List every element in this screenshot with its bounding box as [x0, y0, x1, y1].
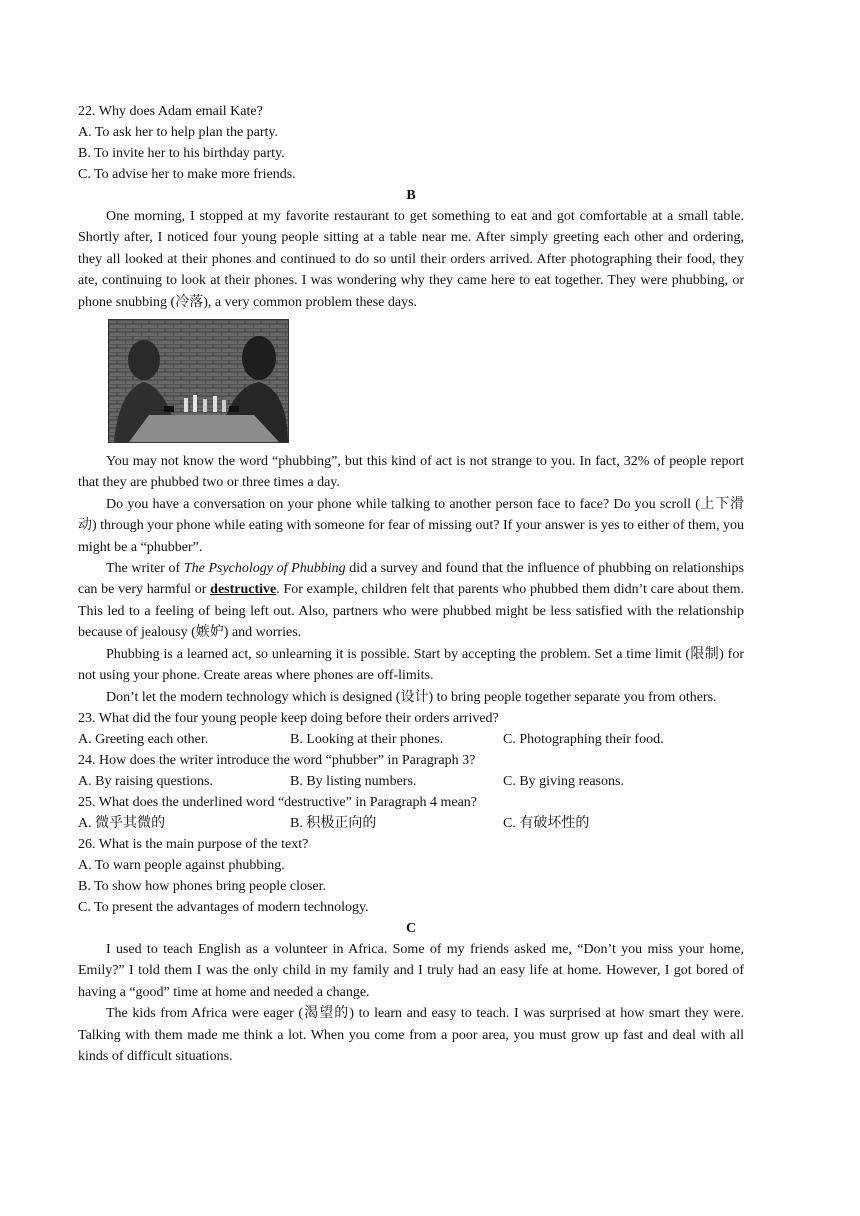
paragraph-4-text-a: The writer of — [106, 561, 184, 577]
section-b-paragraph-6: Don’t let the modern technology which is designed (设计) to bring people together separate you from others. — [106, 689, 717, 705]
section-b-heading: B — [406, 188, 416, 203]
paragraph-4-text-b: did a survey and found that the influence of phubbing on relationships can be very harmful or — [78, 561, 744, 598]
q23-option-b: B. Looking at their phones. — [290, 731, 444, 747]
phubbing-photo-illustration — [109, 320, 288, 442]
q22-option-b: B. To invite her to his birthday party. — [78, 146, 285, 161]
phubbing-photo — [108, 319, 289, 443]
q22-option-a: A. To ask her to help plan the party. — [78, 125, 279, 140]
section-b-paragraph-4 — [78, 558, 744, 644]
q26-option-b: B. To show how phones bring people closer. — [78, 878, 327, 894]
q25-question: 25. What does the underlined word “destructive” in Paragraph 4 mean? — [78, 794, 477, 810]
q26-question: 26. What is the main purpose of the text? — [78, 836, 309, 852]
q22-question: 22. Why does Adam email Kate? — [78, 104, 263, 119]
q24-options — [78, 771, 744, 792]
exam-page — [78, 101, 744, 1067]
section-b-paragraph-3: Do you have a conversation on your phone while talking to another person face to face? Do you scroll (上下滑动) through your phone while eating with someone for fear of missing out? If your answer is yes to either of them, you might be a “phubber”. — [78, 496, 745, 555]
section-b-paragraph-1: One morning, I stopped at my favorite restaurant to get something to eat and got comfortable at a small table. Shortly after, I noticed four young people sitting at a table near me. After simply greeting each other and ordering, they all looked at their phones and continued to do so until their orders arrived. After photographing their food, they ate, continuing to look at their phones. I was wondering why they came here to eat together. They were phubbing, or phone snubbing (冷落), a very common problem these days. — [78, 209, 744, 310]
q22-option-c: C. To advise her to make more friends. — [78, 167, 296, 182]
q24-option-a: A. By raising questions. — [78, 773, 213, 789]
q23-option-c: C. Photographing their food. — [503, 731, 664, 747]
section-b-paragraph-2: You may not know the word “phubbing”, but this kind of act is not strange to you. In fact, 32% of people report that they are phubbed two or three times a day. — [78, 454, 744, 491]
paragraph-4-text-c: . For example, children felt that parents who phubbed them didn’t care about them. This led to a feeling of being left out. Also, partners who were phubbed might be less satisfied with the relationship because of jealousy (嫉妒) and worries. — [78, 582, 744, 641]
q26-option-c: C. To present the advantages of modern technology. — [78, 899, 369, 915]
section-c-paragraph-1: I used to teach English as a volunteer in Africa. Some of my friends asked me, “Don’t you miss your home, Emily?” I told them I was the only child in my family and I truly had an easy life at home. However, I got bored of having a “good” time at home and needed a change. — [78, 941, 744, 1000]
section-b-paragraph-5: Phubbing is a learned act, so unlearning it is possible. Start by accepting the problem. Set a time limit (限制) for not using your phone. Create areas where phones are off-limits. — [78, 646, 744, 684]
q24-option-b: B. By listing numbers. — [290, 773, 417, 789]
underlined-word-destructive: destructive — [210, 582, 277, 598]
q25-option-a: A. 微乎其微的 — [78, 815, 166, 831]
q25-option-c: C. 有破坏性的 — [503, 815, 590, 831]
q26-option-a: A. To warn people against phubbing. — [78, 857, 285, 873]
q23-options — [78, 729, 744, 750]
section-c-paragraph-2: The kids from Africa were eager (渴望的) to learn and easy to teach. I was surprised at how smart they were. Talking with them made me think a lot. When you come from a poor area, you must grow up fast and deal with all kinds of difficult situations. — [78, 1006, 744, 1064]
q24-option-c: C. By giving reasons. — [503, 773, 624, 789]
q23-option-a: A. Greeting each other. — [78, 731, 209, 747]
q25-options — [78, 813, 744, 834]
section-c-heading: C — [405, 920, 417, 936]
q25-option-b: B. 积极正向的 — [290, 815, 377, 831]
book-title: The Psychology of Phubbing — [183, 561, 346, 577]
q23-question: 23. What did the four young people keep doing before their orders arrived? — [78, 710, 499, 726]
q24-question: 24. How does the writer introduce the word “phubber” in Paragraph 3? — [78, 752, 476, 768]
